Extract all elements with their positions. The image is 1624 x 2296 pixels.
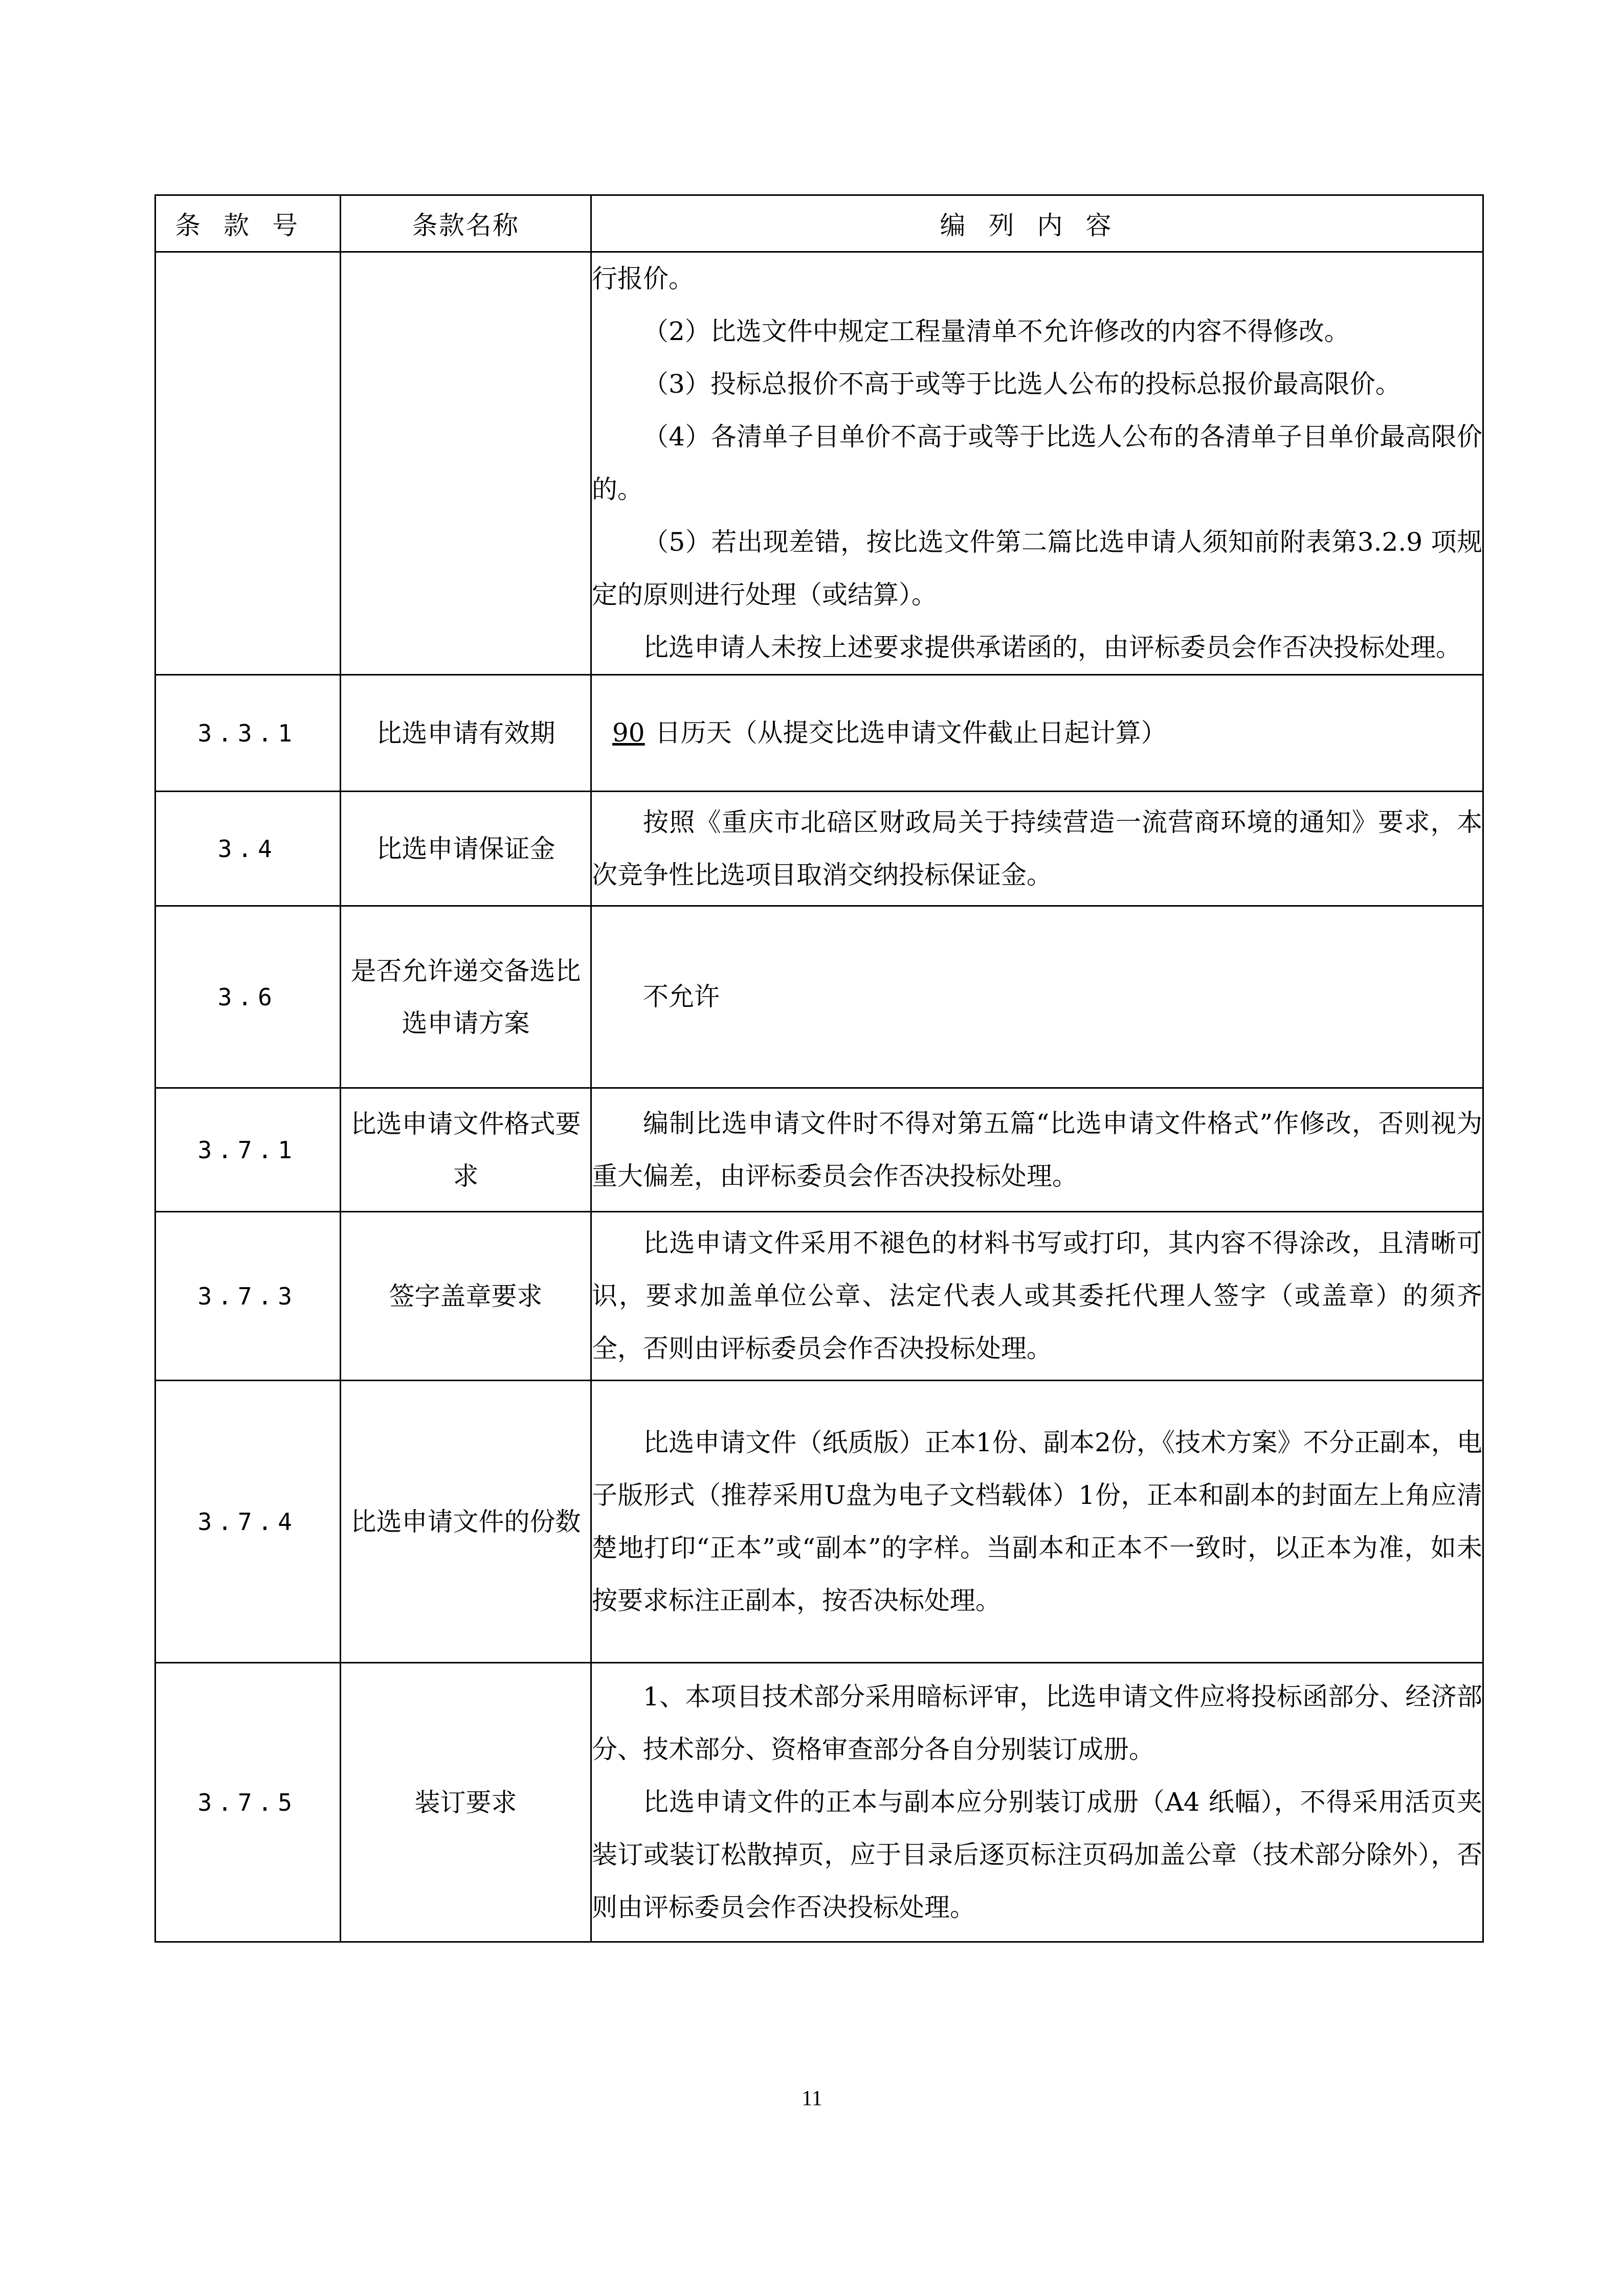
clause-content xyxy=(591,675,1483,792)
table-header-row xyxy=(155,195,1483,252)
clause-name: 比选申请文件格式要求 xyxy=(341,1088,591,1212)
clause-number: 3.7.1 xyxy=(155,1088,341,1212)
table-row xyxy=(155,906,1483,1088)
table-row xyxy=(155,1088,1483,1212)
clause-name: 比选申请有效期 xyxy=(341,675,591,792)
content-paragraph: （5）若出现差错，按比选文件第二篇比选申请人须知前附表第3.2.9 项规定的原则进行处理（或结算）。 xyxy=(592,527,1482,610)
clause-number: 3.7.3 xyxy=(155,1212,341,1381)
clause-name: 装订要求 xyxy=(341,1663,591,1942)
clause-number: 3.4 xyxy=(155,792,341,906)
content-paragraph: 编制比选申请文件时不得对第五篇“比选申请文件格式”作修改，否则视为重大偏差，由评标委员会作否决投标处理。 xyxy=(592,1108,1482,1191)
content-paragraph: 比选申请人未按上述要求提供承诺函的，由评标委员会作否决投标处理。 xyxy=(643,633,1461,662)
content-paragraph: 比选申请文件的正本与副本应分别装订成册（A4 纸幅），不得采用活页夹装订或装订松散掉页，应于目录后逐页标注页码加盖公章（技术部分除外），否则由评标委员会作否决投标处理。 xyxy=(592,1787,1482,1922)
content-paragraph: 比选申请文件采用不褪色的材料书写或打印，其内容不得涂改，且清晰可识，要求加盖单位公章、法定代表人或其委托代理人签字（或盖章）的须齐全，否则由评标委员会作否决投标处理。 xyxy=(592,1228,1482,1363)
clause-name: 比选申请保证金 xyxy=(341,792,591,906)
clause-content xyxy=(591,1663,1483,1942)
clause-number xyxy=(155,252,341,675)
clause-number: 3.3.1 xyxy=(155,675,341,792)
header-clause-number: 条款号 xyxy=(155,195,341,252)
clause-content xyxy=(591,792,1483,906)
content-paragraph: （3）投标总报价不高于或等于比选人公布的投标总报价最高限价。 xyxy=(643,369,1401,399)
table-row xyxy=(155,1663,1483,1942)
clause-name: 比选申请文件的份数 xyxy=(341,1381,591,1663)
clause-number: 3.6 xyxy=(155,906,341,1088)
table-row xyxy=(155,675,1483,792)
clause-content xyxy=(591,1212,1483,1381)
table-row xyxy=(155,1381,1483,1663)
clause-name: 是否允许递交备选比选申请方案 xyxy=(341,906,591,1088)
validity-days-value: 90 xyxy=(612,718,645,748)
content-paragraph: （2）比选文件中规定工程量清单不允许修改的内容不得修改。 xyxy=(643,317,1350,346)
content-paragraph: 1、本项目技术部分采用暗标评审，比选申请文件应将投标函部分、经济部分、技术部分、资格审查部分各自分别装订成册。 xyxy=(592,1682,1482,1764)
table-row xyxy=(155,1212,1483,1381)
clause-name xyxy=(341,252,591,675)
clause-number: 3.7.5 xyxy=(155,1663,341,1942)
content-paragraph: 行报价。 xyxy=(592,264,694,294)
page-number: 11 xyxy=(802,2087,822,2110)
clauses-table xyxy=(154,194,1484,1943)
header-clause-name: 条款名称 xyxy=(341,195,591,252)
clause-content xyxy=(591,1088,1483,1212)
content-paragraph xyxy=(592,707,1482,759)
content-paragraph: 不允许 xyxy=(643,982,720,1011)
content-paragraph: 比选申请文件（纸质版）正本1份、副本2份，《技术方案》不分正副本，电子版形式（推荐采用U盘为电子文档载体）1份，正本和副本的封面左上角应清楚地打印“正本”或“副本”的字样。当副本和正本不一致时，以正本为准，如未按要求标注正副本，按否决标处理。 xyxy=(592,1427,1482,1615)
clause-number: 3.7.4 xyxy=(155,1381,341,1663)
content-paragraph: （4）各清单子目单价不高于或等于比选人公布的各清单子目单价最高限价的。 xyxy=(592,422,1482,504)
header-content: 编列内容 xyxy=(591,195,1483,252)
table-row xyxy=(155,252,1483,675)
clause-content xyxy=(591,252,1483,675)
table-row xyxy=(155,792,1483,906)
validity-days-text: 日历天（从提交比选申请文件截止日起计算） xyxy=(655,718,1167,748)
clause-name: 签字盖章要求 xyxy=(341,1212,591,1381)
clause-content xyxy=(591,906,1483,1088)
clause-content xyxy=(591,1381,1483,1663)
content-paragraph: 按照《重庆市北碚区财政局关于持续营造一流营商环境的通知》要求，本次竞争性比选项目取消交纳投标保证金。 xyxy=(592,807,1482,890)
